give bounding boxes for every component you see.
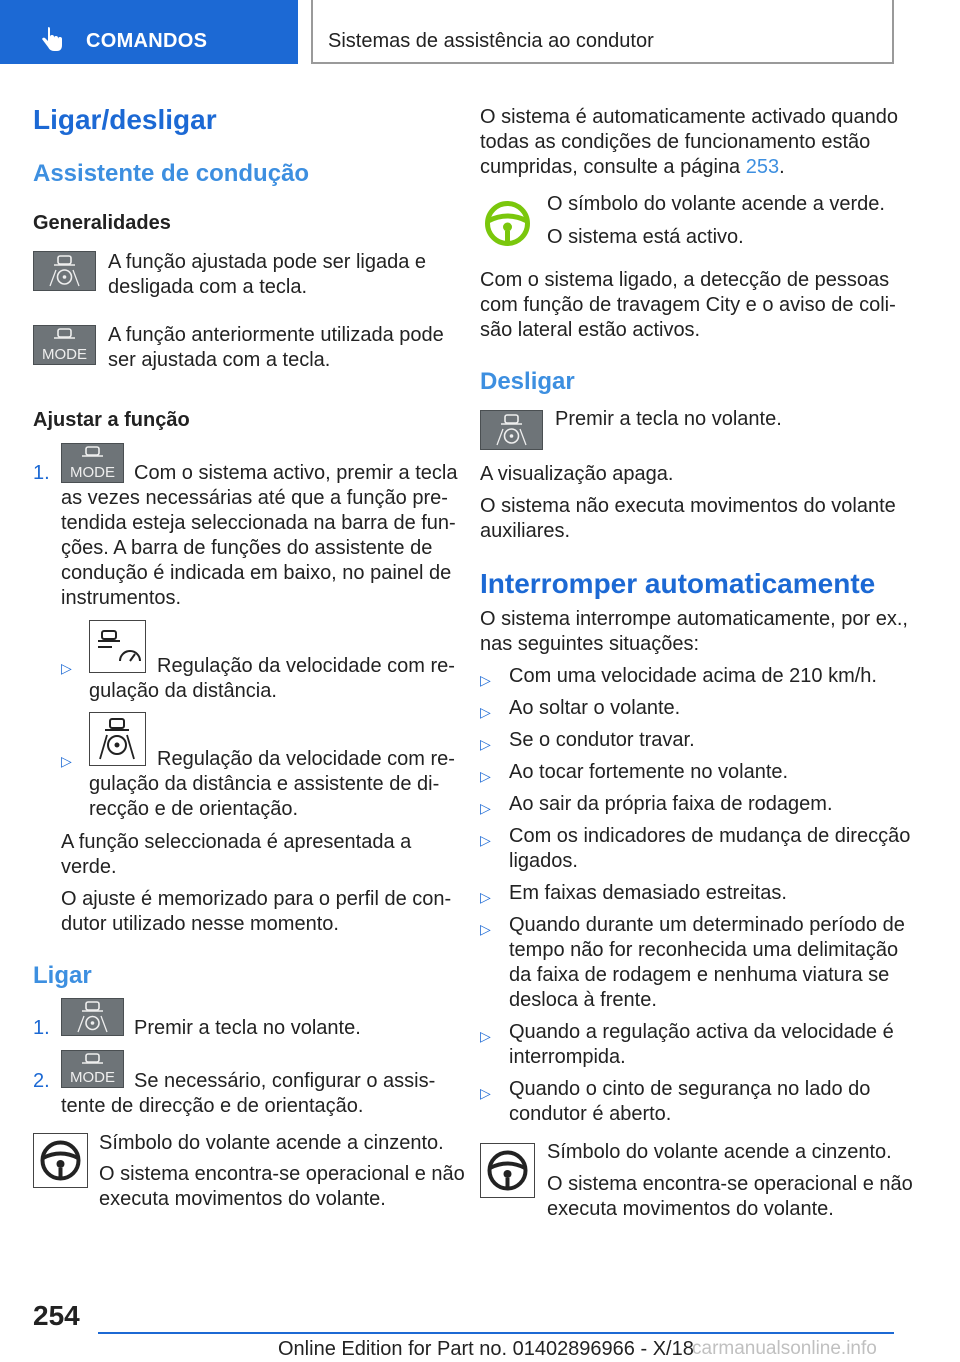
bullet-triangle-icon: ▷ — [480, 768, 491, 784]
green-symbol-text: O símbolo do volante acende a verde. — [547, 193, 885, 215]
bullet1-text: Regulação da velocidade com re- — [157, 655, 455, 677]
off-display-text: A visualização apaga. — [480, 463, 674, 485]
step1-text: Com o sistema activo, premir a tecla — [134, 462, 458, 484]
svg-text:MODE: MODE — [42, 346, 87, 363]
bullet2-text: Regulação da velocidade com re- — [157, 748, 455, 770]
bullet-triangle-icon: ▷ — [61, 660, 72, 676]
grey-operational-text: O sistema encontra-se operacional e não executa movimentos do volante. — [547, 1173, 913, 1220]
step-number: 2. — [33, 1070, 50, 1092]
system-active-text: O sistema está activo. — [547, 226, 744, 248]
list-item-text: Com uma velocidade acima de 210 km/h. — [509, 665, 877, 687]
mode-button-icon — [61, 1050, 124, 1088]
on-step2-text: Se necessário, configurar o assis- — [134, 1070, 436, 1092]
list-item-text: Ao soltar o volante. — [509, 697, 681, 719]
off-press-text: Premir a tecla no volante. — [555, 408, 782, 430]
heading-switch-on: Ligar — [33, 962, 92, 989]
list-item-text: Quando a regulação activa da velocidade é interrompida. — [509, 1021, 894, 1068]
on-step2-text-cont: tente de direcção e de orientação. — [61, 1095, 364, 1117]
memorized-note: O ajuste é memorizado para o perfil de con- dutor utilizado nesse momento. — [61, 888, 452, 935]
linked-functions-paragraph: Com o sistema ligado, a detecção de pessoas com função de travagem City e o aviso de coli- são lateral estão activos. — [480, 269, 896, 341]
step-number: 1. — [33, 1017, 50, 1039]
steering-wheel-grey-icon — [480, 1143, 535, 1198]
grey-operational-text: O sistema encontra-se operacional e não executa movimentos do volante. — [99, 1163, 465, 1210]
section-title: Sistemas de assistência ao condutor — [328, 30, 654, 52]
bullet-triangle-icon: ▷ — [480, 889, 491, 905]
hand-pointer-icon — [40, 27, 64, 53]
acc-steering-assist-icon — [89, 712, 146, 766]
list-item-text: Ao tocar fortemente no volante. — [509, 761, 789, 783]
bullet-triangle-icon: ▷ — [480, 1085, 491, 1101]
bullet-triangle-icon: ▷ — [480, 1028, 491, 1044]
svg-text:MODE: MODE — [70, 1069, 115, 1086]
auto-activation-paragraph: O sistema é automaticamente activado quando todas as condições de funcionamento estão cumpridas, consulte a página 253. — [480, 106, 899, 178]
chapter-tab[interactable] — [0, 0, 298, 64]
page-number: 254 — [33, 1300, 80, 1331]
grey-symbol-text: Símbolo do volante acende a cinzento. — [99, 1132, 444, 1154]
list-item-text: Ao sair da própria faixa de rodagem. — [509, 793, 833, 815]
assist-button-icon — [33, 251, 96, 291]
bullet-triangle-icon: ▷ — [480, 921, 491, 937]
section-header — [311, 0, 894, 64]
list-item-text: Em faixas demasiado estreitas. — [509, 882, 787, 904]
heading-auto-interrupt: Interromper automaticamente — [480, 568, 876, 599]
chapter-tab-label: COMANDOS — [86, 30, 208, 52]
bullet-triangle-icon: ▷ — [61, 753, 72, 769]
on-step1-text: Premir a tecla no volante. — [134, 1017, 361, 1039]
bullet1-text-cont: gulação da distância. — [89, 680, 277, 702]
bullet-triangle-icon: ▷ — [480, 672, 491, 688]
bullet-triangle-icon: ▷ — [480, 736, 491, 752]
off-move-text: O sistema não executa movimentos do volante auxiliares. — [480, 495, 896, 542]
list-item-text: Com os indicadores de mudança de direcção ligados. — [509, 825, 911, 872]
steering-wheel-grey-icon — [33, 1133, 88, 1188]
heading-adjust-function: Ajustar a função — [33, 409, 190, 431]
heading-on-off: Ligar/desligar — [33, 104, 217, 135]
list-item-text: Se o condutor travar. — [509, 729, 695, 751]
list-item-text: Quando durante um determinado período de tempo não for reconhecida uma delimitação da faixa de rodagem e nenhuma viatura se desloca à frente. — [509, 914, 905, 1011]
assist-button-icon — [480, 410, 543, 450]
step1-text-cont: as vezes necessárias até que a função pre- tendida esteja seleccionada na barra de fun- ções. A barra de funções do assistente de condução é indicada em baixo, no painel de instrumentos. — [61, 487, 456, 609]
steering-wheel-green-icon — [480, 196, 535, 251]
heading-switch-off: Desligar — [480, 368, 575, 395]
footer-edition: Online Edition for Part no. 01402896966 - X/18 — [278, 1338, 694, 1360]
assist-button-icon — [61, 998, 124, 1036]
bullet-triangle-icon: ▷ — [480, 800, 491, 816]
general-paragraph-2: A função anteriormente utilizada pode ser ajustada com a tecla. — [108, 324, 444, 371]
interrupt-intro: O sistema interrompe automaticamente, por ex., nas seguintes situações: — [480, 608, 908, 655]
acc-distance-icon — [89, 620, 146, 673]
page-link[interactable]: 253 — [745, 156, 780, 178]
svg-text:MODE: MODE — [70, 464, 115, 481]
step-number: 1. — [33, 462, 50, 484]
bullet2-text-cont: gulação da distância e assistente de di- recção e de orientação. — [89, 773, 440, 820]
heading-general: Generalidades — [33, 212, 171, 234]
bullet-triangle-icon: ▷ — [480, 832, 491, 848]
mode-button-icon — [61, 443, 124, 483]
general-paragraph-1: A função ajustada pode ser ligada e desligada com a tecla. — [108, 251, 427, 298]
list-item-text: Quando o cinto de segurança no lado do condutor é aberto. — [509, 1078, 871, 1125]
footer-watermark: carmanualsonline.info — [692, 1338, 877, 1359]
selected-function-note: A função seleccionada é apresentada a verde. — [61, 831, 412, 878]
footer-divider — [98, 1332, 894, 1334]
heading-driving-assistant: Assistente de condução — [33, 160, 310, 187]
grey-symbol-text: Símbolo do volante acende a cinzento. — [547, 1141, 892, 1163]
mode-button-icon — [33, 325, 96, 365]
bullet-triangle-icon: ▷ — [480, 704, 491, 720]
